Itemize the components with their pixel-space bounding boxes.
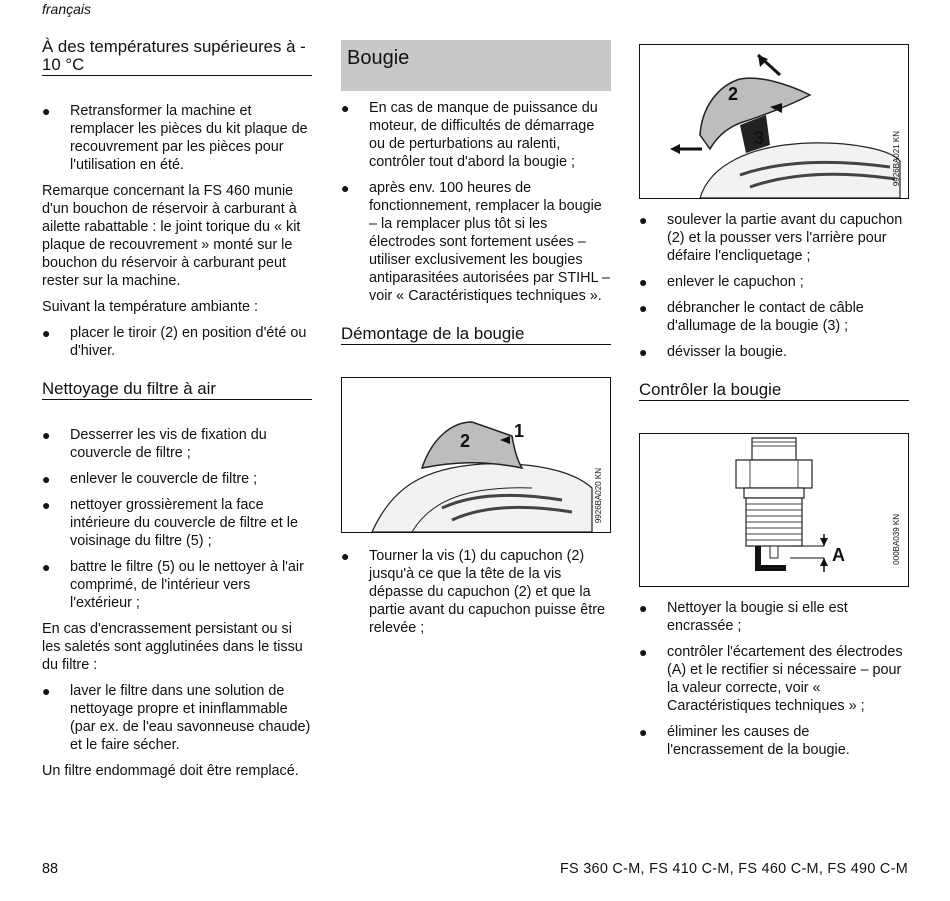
list-item: ● soulever la partie avant du capuchon (2) et la pousser vers l'arrière pour défaire l'encliquetage ; [639, 211, 909, 265]
figure-callout: 3 [754, 128, 765, 148]
list-item: ● battre le filtre (5) ou le nettoyer à l'air comprimé, de l'intérieur vers l'extérieur ; [42, 558, 312, 612]
figure-code: 9926BA020 KN [594, 468, 603, 524]
column-2 [341, 40, 611, 645]
list-item: ● éliminer les causes de l'encrassement de la bougie. [639, 723, 909, 759]
list-item: ● contrôler l'écartement des électrodes (A) et le rectifier si nécessaire – pour la valeur correcte, voir « Caractéristiques techniques » ; [639, 643, 909, 715]
figure-callout: 2 [728, 84, 739, 104]
list-item: ● dévisser la bougie. [639, 343, 909, 361]
section-heading-check-plug: Contrôler la bougie [639, 381, 909, 401]
list-item: ● En cas de manque de puissance du moteur, de difficultés de démarrage ou de perturbations au ralenti, contrôler tout d'abord la bougie ; [341, 99, 611, 171]
figure-callout: 1 [514, 421, 525, 441]
paragraph-clogging: En cas d'encrassement persistant ou si les saletés sont agglutinées dans le tissu du filtre : [42, 621, 303, 673]
list-item: ● Desserrer les vis de fixation du couvercle de filtre ; [42, 426, 312, 462]
section-heading-removal: Démontage de la bougie [341, 325, 611, 345]
section-heading-temperature: À des températures supérieures à - 10 °C [42, 38, 312, 76]
figure-drawing [640, 434, 908, 586]
section-title-bougie: Bougie [341, 40, 611, 91]
figure-code: 9926BA021 KN [892, 131, 901, 187]
figure-lift-cover [639, 44, 909, 199]
figure-spark-plug-cover [341, 377, 611, 533]
figure-drawing [640, 45, 908, 198]
section-heading-air-filter: Nettoyage du filtre à air [42, 380, 312, 400]
paragraph-damaged-filter: Un filtre endommagé doit être remplacé. [42, 763, 299, 779]
list-item: ● après env. 100 heures de fonctionnement, remplacer la bougie – la remplacer plus tôt si les électrodes sont fortement usées – utiliser exclusivement les bougies antiparasitées autorisées par STIHL – voir « Caractéristiques techniques ». [341, 179, 611, 305]
figure-drawing [342, 378, 610, 532]
list-item: ● Nettoyer la bougie si elle est encrassée ; [639, 599, 909, 635]
list-item: ● Tourner la vis (1) du capuchon (2) jusqu'à ce que la tête de la vis dépasse du capuchon (2) et que la partie avant du capuchon puisse être relevée ; [341, 547, 611, 637]
figure-callout: A [832, 545, 845, 565]
page-number: 88 [42, 861, 59, 877]
paragraph-note: Remarque concernant la FS 460 munie d'un bouchon de réservoir à carburant à ailette rabattable : le joint torique du « kit plaque de recouvrement » monté sur le bouchon du réservoir à carburant peut rester sur la machine. [42, 183, 301, 289]
paragraph-temperature: Suivant la température ambiante : [42, 299, 258, 315]
model-list: FS 360 C-M, FS 410 C-M, FS 460 C-M, FS 490 C-M [559, 861, 908, 877]
list-item: ● placer le tiroir (2) en position d'été ou d'hiver. [42, 324, 312, 360]
figure-callout: 2 [460, 431, 471, 451]
list-item: ● enlever le capuchon ; [639, 273, 909, 291]
list-item: ● Retransformer la machine et remplacer les pièces du kit plaque de recouvrement par les pièces pour l'utilisation en été. [42, 102, 312, 174]
language-label: français [42, 1, 92, 17]
list-item: ● enlever le couvercle de filtre ; [42, 470, 312, 488]
column-3 [639, 44, 909, 767]
figure-spark-plug-gap [639, 433, 909, 587]
list-item: ● débrancher le contact de câble d'allumage de la bougie (3) ; [639, 299, 909, 335]
list-item: ● laver le filtre dans une solution de nettoyage propre et ininflammable (par ex. de l'eau savonneuse chaude) et le faire sécher. [42, 682, 312, 754]
column-1 [42, 38, 312, 788]
figure-code: 000BA039 KN [892, 514, 901, 565]
list-item: ● nettoyer grossièrement la face intérieure du couvercle de filtre et le voisinage du filtre (5) ; [42, 496, 312, 550]
